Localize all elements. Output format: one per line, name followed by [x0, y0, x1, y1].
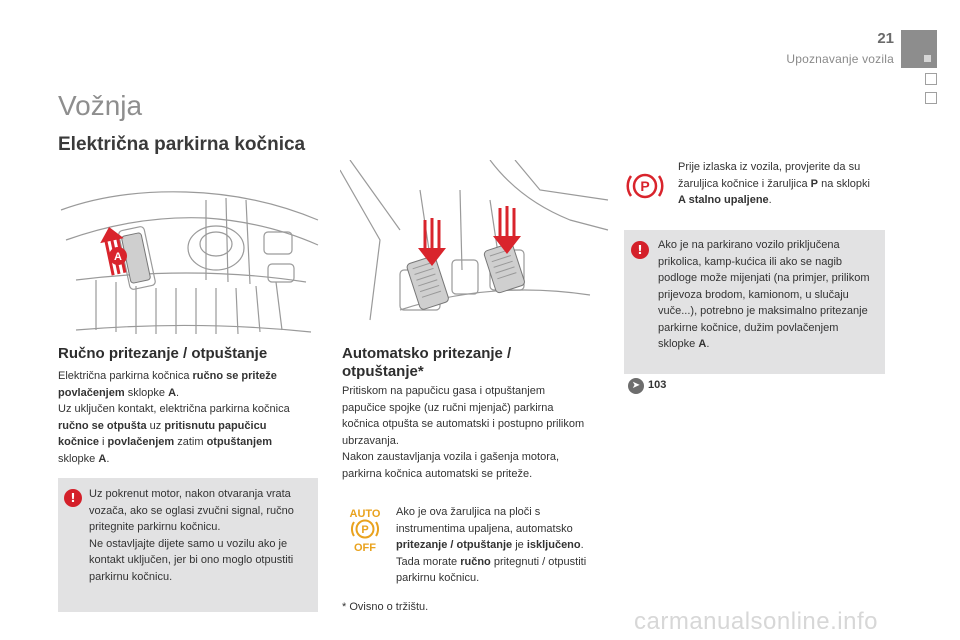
- reference-page-link[interactable]: 103: [648, 379, 667, 391]
- svg-text:P: P: [640, 178, 650, 194]
- check-text: Prije izlaska iz vozila, provjerite da su žaruljica kočnice i žaruljica P na sklopki A stalno upaljene.: [678, 161, 870, 206]
- warning-icon: !: [631, 241, 649, 259]
- svg-text:P: P: [361, 524, 369, 536]
- auto-off-icon: [342, 505, 388, 553]
- manual-text: Električna parkirna kočnica ručno se priteže povlačenjem sklopke A. Uz uključen kontakt, električna parkirna kočnica ručno se otpušta uz pritisnutu papučicu kočnice i povlačenjem zatim otpuštanjem sklopke A.: [58, 370, 290, 465]
- pedals-illustration: [340, 160, 610, 325]
- chapter-tab-box: [925, 73, 937, 85]
- manual-heading: Ručno pritezanje / otpuštanje: [58, 345, 268, 362]
- footnote: * Ovisno o tržištu.: [342, 601, 429, 613]
- auto-text: Pritiskom na papučicu gasa i otpuštanjem papučice spojke (uz ručni mjenjač) parkirna kočnica otpušta se automatski i postupno prilikom ubrzavanja. Nakon zaustavljanja vozila i gašenja motora, parkirna kočnica automatski se priteže.: [342, 385, 585, 480]
- reference-arrow-icon: ➤: [628, 378, 644, 394]
- console-illustration: [56, 170, 326, 340]
- chapter-title: Upoznavanje vozila: [786, 52, 894, 66]
- brake-warning-icon: [625, 168, 665, 204]
- trailer-warning-box: [624, 230, 885, 374]
- switch-a-label: A: [114, 251, 122, 263]
- trailer-warning-text: Ako je na parkirano vozilo priključena prikolica, kamp-kućica ili ako se nagib podloge može mijenjati (na primjer, prilikom prijevoza brodom, kamionom, u slučaju vuče...), potrebno je maksimalno pritezanje parkirne kočnice, dužim povlačenjem sklopke A.: [658, 239, 870, 350]
- warning-icon: !: [64, 489, 82, 507]
- page-number: 21: [877, 30, 894, 47]
- manual-warning-text: Uz pokrenut motor, nakon otvaranja vrata vozača, ako se oglasi zvučni signal, ručno pritegnite parkirnu kočnicu. Ne ostavljajte dijete samo u vozilu ako je kontakt uključen, jer bi ono moglo otpustiti parkirnu kočnicu.: [89, 488, 294, 583]
- section-subtitle: Električna parkirna kočnica: [58, 134, 306, 155]
- svg-text:AUTO: AUTO: [349, 508, 381, 520]
- auto-heading: Automatsko pritezanje / otpuštanje*: [342, 345, 512, 380]
- svg-text:OFF: OFF: [354, 542, 376, 553]
- auto-off-text: Ako je ova žaruljica na ploči s instrumentima upaljena, automatsko pritezanje / otpuštanje je isključeno. Tada morate ručno pritegnuti / otpustiti parkirnu kočnicu.: [396, 506, 587, 584]
- manual-warning-box: [58, 478, 318, 612]
- watermark: carmanualsonline.info: [634, 608, 878, 635]
- page-title: Vožnja: [58, 90, 143, 121]
- chapter-tab-box: [925, 92, 937, 104]
- chapter-tab-active: [901, 30, 937, 68]
